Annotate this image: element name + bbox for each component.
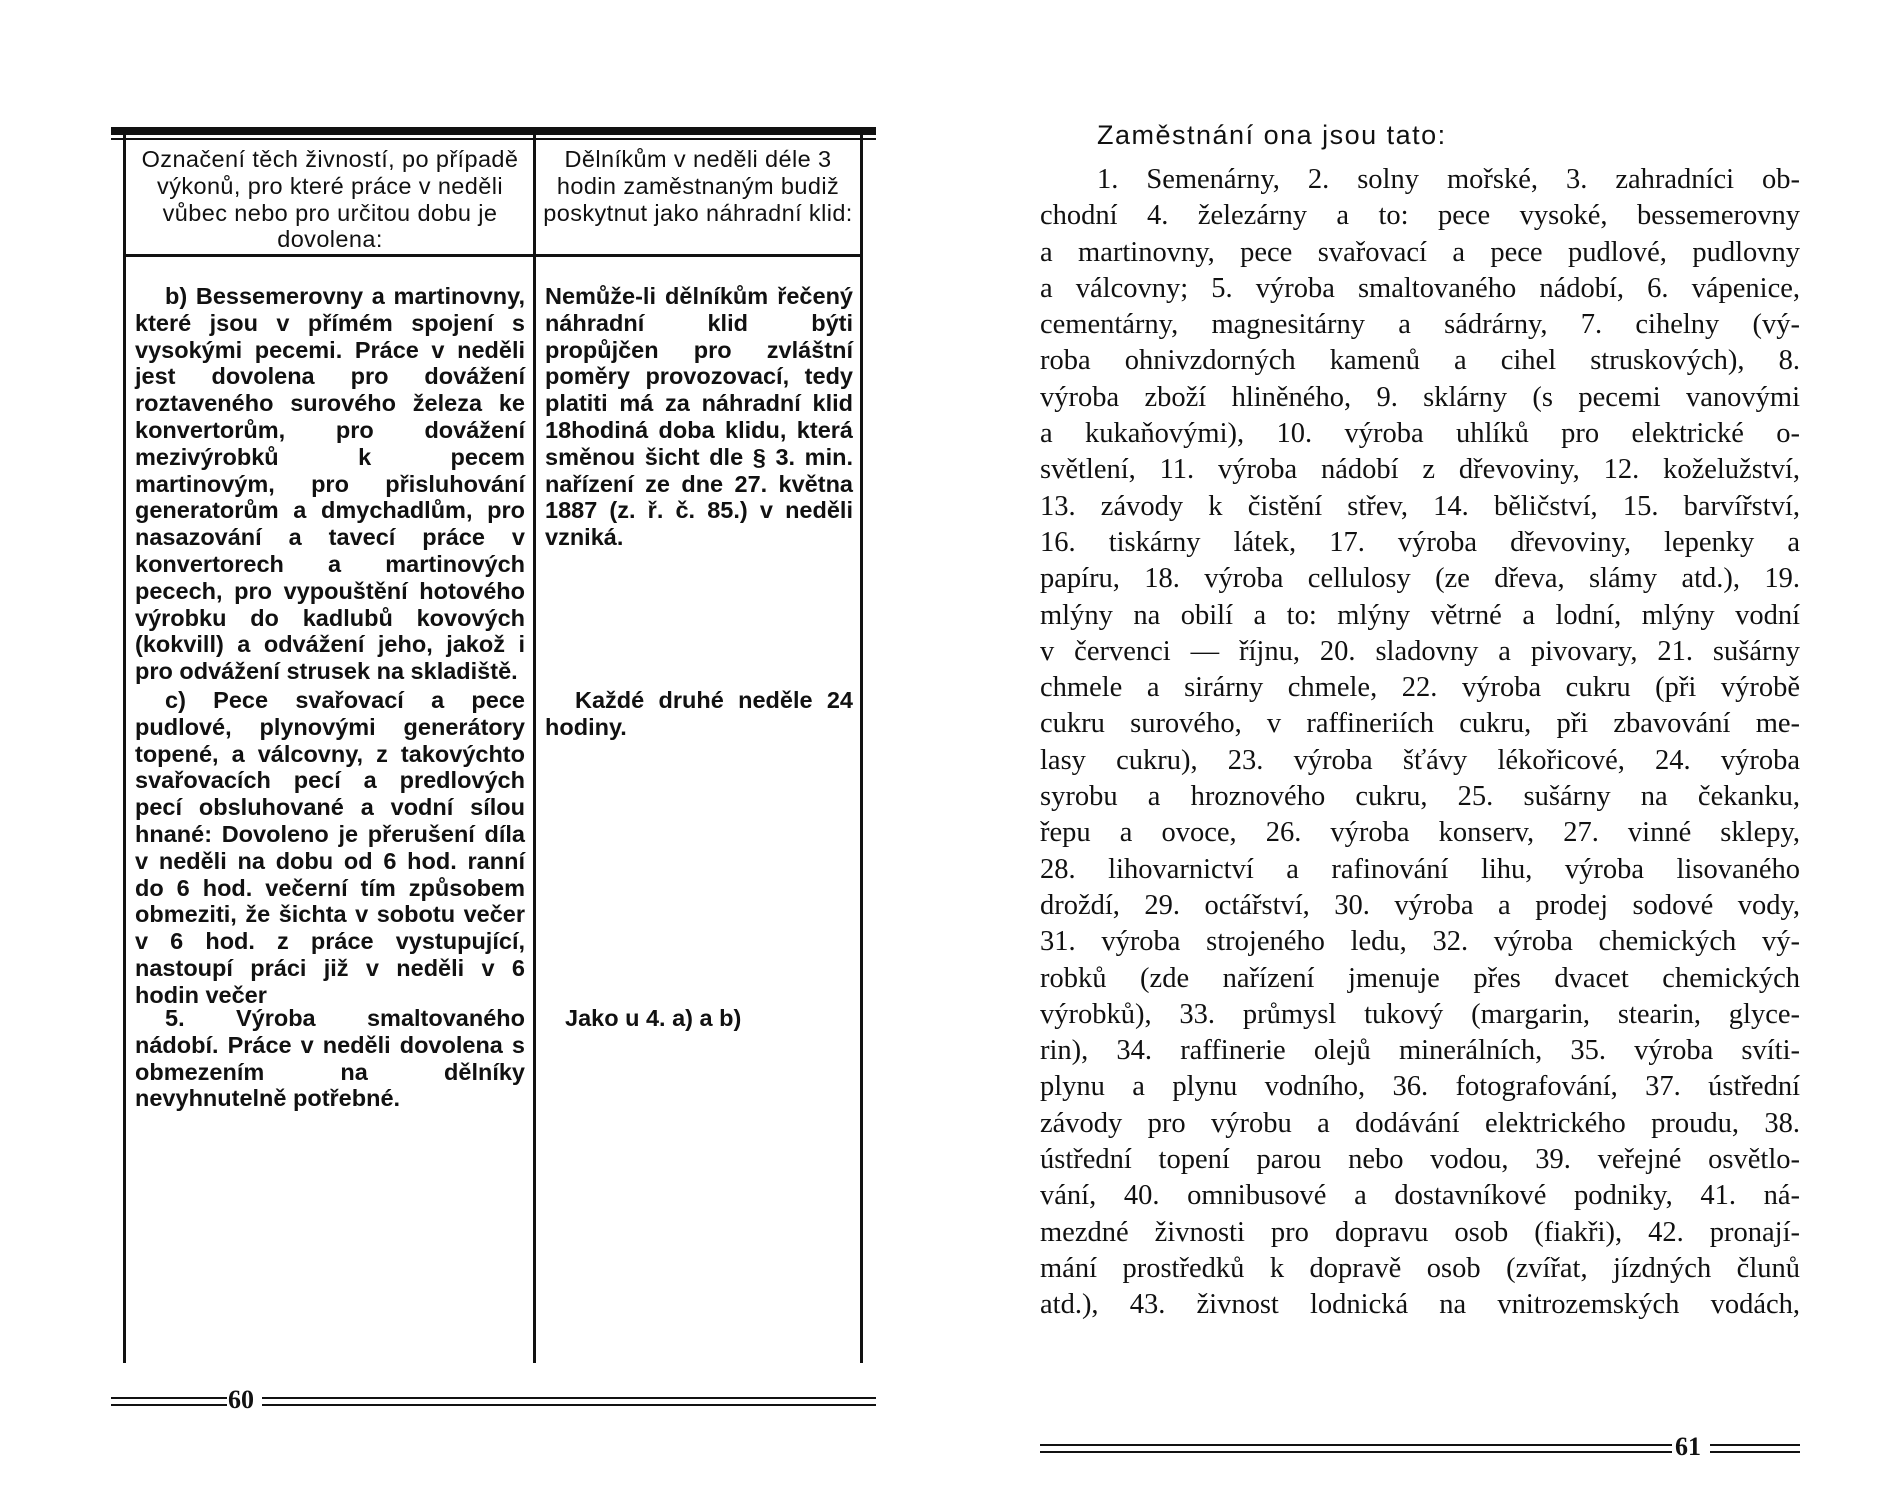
body-line: 1. Semenárny, 2. solny mořské, 3. zahradníci ob- [1097, 164, 1800, 195]
body-line: vání, 40. omnibusové a dostavníkové podniky, 41. ná- [1040, 1180, 1800, 1212]
footer-rule-right [1710, 1451, 1800, 1453]
body-line: závody pro výrobu a dodávání elektrického proudu, 38. [1040, 1107, 1800, 1139]
page-number: 61 [1675, 1432, 1701, 1461]
table-right-border [860, 133, 863, 1363]
body-line: cukru surového, v raffineriích cukru, při zbavování me- [1040, 708, 1800, 740]
footer-rule-left [1040, 1444, 1672, 1446]
body-line: 13. závody k čistění střev, 14. běličství, 15. barvířství, [1040, 490, 1800, 522]
body-line: výroba zboží hliněného, 9. sklárny (s pecemi vanovými [1040, 381, 1800, 413]
row-b-rest: Nemůže-li dělníkům řečený náhradní klid býti propůjčen pro zvláštní poměry provozovací, tedy platiti má za náhradní klid 18hodiná doba klidu, která směnou šicht dle § 3. min. nařízení ze dne 27. května 1887 (z. ř. č. 85.) v neděli vzniká. [545, 283, 853, 551]
body-line: a martinovny, pece svařovací a pece pudlové, pudlovny [1040, 236, 1800, 268]
body-line: ústřední topení parou nebo vodou, 39. veřejné osvětlo- [1040, 1144, 1800, 1176]
table-left-border [123, 133, 126, 1363]
body-line: v červenci — říjnu, 20. sladovny a pivovary, 21. sušárny [1040, 635, 1800, 667]
body-line: 28. lihovarnictví a rafinování lihu, výroba lisovaného [1040, 853, 1800, 885]
body-line: 16. tiskárny látek, 17. výroba dřevoviny, lepenky a [1040, 526, 1800, 558]
table-row-right [565, 1005, 853, 1032]
table-header-rule [123, 254, 863, 257]
footer-rule-right [1710, 1444, 1800, 1446]
row-b-text: b) Bessemerovny a martinovny, které jsou v přímém spojení s vysokými pecemi. Práce v neděli jest dovolena pro dovážení roztaveného surového železa ke konvertorům, pro dovážení mezivýrobků k pecem martinovým, pro přisluhování generatorům a dmychadlům, pro nasazování a tavecí práce v konvertorech a martinových pecech, pro vypouštění hotového výrobku do kadlubů kovových (kokvill) a odvážení jeho, jakož i pro odvážení strusek na skladiště. [135, 283, 525, 685]
table-row-right [545, 283, 853, 551]
body-line: atd.), 43. živnost lodnická na vnitrozemských vodách, [1040, 1289, 1800, 1321]
table-row-left [135, 283, 525, 685]
body-text [1040, 162, 1800, 1324]
body-line: syrobu a hroznového cukru, 25. sušárny na čekanku, [1040, 781, 1800, 813]
row-5-rest: Jako u 4. a) a b) [565, 1005, 742, 1031]
body-line: výrobků), 33. průmysl tukový (margarin, stearin, glyce- [1040, 998, 1800, 1030]
body-line: chmele a sirárny chmele, 22. výroba cukru (při výrobě [1040, 672, 1800, 704]
table-top-rule-thin [111, 138, 876, 140]
table-row-left [135, 687, 525, 1009]
body-line: papíru, 18. výroba cellulosy (ze dřeva, slámy atd.), 19. [1040, 563, 1800, 595]
body-line: lasy cukru), 23. výroba šťávy lékořicové, 24. výroba [1040, 744, 1800, 776]
row-c-rest: Každé druhé neděle 24 hodiny. [545, 687, 853, 740]
footer-rule-left [111, 1404, 227, 1406]
table-row-right [545, 687, 853, 741]
row-5-text: 5. Výroba smaltovaného nádobí. Práce v neděli dovolena s obmezením na dělníky nevyhnutelně potřebné. [135, 1005, 525, 1112]
body-line: řepu a ovoce, 26. výroba konserv, 27. vinné sklepy, [1040, 817, 1800, 849]
section-heading: Zaměstnání ona jsou tato: [1097, 120, 1447, 150]
body-line: chodní 4. železárny a to: pece vysoké, bessemerovny [1040, 200, 1800, 232]
body-line: plynu a plynu vodního, 36. fotografování, 37. ústřední [1040, 1071, 1800, 1103]
body-line: světlení, 11. výroba nádobí z dřevoviny, 12. koželužství, [1040, 454, 1800, 486]
footer-rule-right [262, 1397, 876, 1399]
body-line: mlýny na obilí a to: mlýny větrné a lodní, mlýny vodní [1040, 599, 1800, 631]
body-line: droždí, 29. octářství, 30. výroba a prodej sodové vody, [1040, 889, 1800, 921]
column-header-right: Dělníkům v neděli déle 3 hodin zaměstnaným budiž poskytnut jako náhradní klid: [543, 146, 853, 226]
page-number: 60 [228, 1385, 254, 1414]
body-line: roba ohnivzdorných kamenů a cihel struskových), 8. [1040, 345, 1800, 377]
table-column-divider [533, 133, 536, 1363]
body-line: cementárny, magnesitárny a sádrárny, 7. cihelny (vý- [1040, 309, 1800, 341]
table-top-rule [111, 127, 876, 135]
body-line: robků (zde nařízení jmenuje přes dvacet chemických [1040, 962, 1800, 994]
footer-rule-left [1040, 1451, 1672, 1453]
body-line: 31. výroba strojeného ledu, 32. výroba chemických vý- [1040, 926, 1800, 958]
footer-rule-left [111, 1397, 227, 1399]
body-line: a kukaňovými), 10. výroba uhlíků pro elektrické o- [1040, 418, 1800, 450]
body-line: a válcovny; 5. výroba smaltovaného nádobí, 6. vápenice, [1040, 272, 1800, 304]
column-header-left: Označení těch živností, po případě výkonů, pro které práce v neděli vůbec nebo pro určitou dobu je dovolena: [141, 146, 519, 253]
body-line: mezdné živnosti pro dopravu osob (fiakři), 42. pronají- [1040, 1216, 1800, 1248]
body-line: rin), 34. raffinerie olejů minerálních, 35. výroba svíti- [1040, 1035, 1800, 1067]
table-row-left [135, 1005, 525, 1112]
footer-rule-right [262, 1404, 876, 1406]
body-line: mání prostředků k dopravě osob (zvířat, jízdných člunů [1040, 1252, 1800, 1284]
row-c-text: c) Pece svařovací a pece pudlové, plynovými generátory topené, a válcovny, z takovýchto svařovacích pecí a predlových pecí obsluhované a vodní sílou hnané: Dovoleno je přerušení díla v neděli na dobu od 6 hod. ranní do 6 hod. večerní tím způsobem obmeziti, že šichta v sobotu večer v 6 hod. z práce vystupující, nastoupí práci již v neděli v 6 hodin večer [135, 687, 525, 1008]
